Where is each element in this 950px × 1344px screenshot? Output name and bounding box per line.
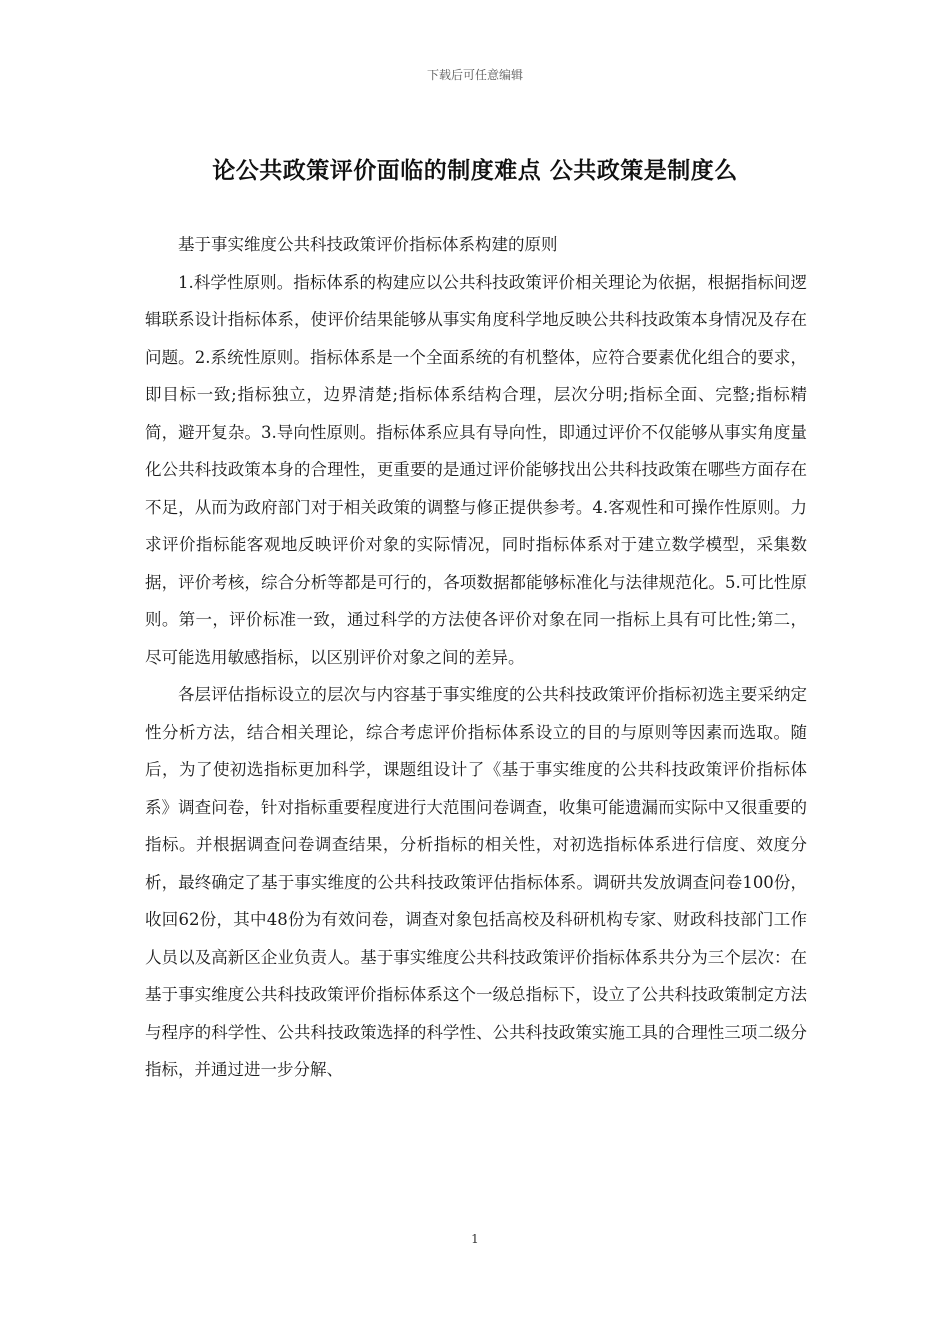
document-title: 论公共政策评价面临的制度难点 公共政策是制度么 bbox=[212, 158, 738, 184]
paragraph-principles-heading: 基于事实维度公共科技政策评价指标体系构建的原则 bbox=[178, 235, 558, 254]
page-number: 1 bbox=[471, 1232, 479, 1246]
header-note: 下载后可任意编辑 bbox=[426, 68, 523, 82]
document-body bbox=[145, 226, 807, 1089]
paragraph-indicator-levels: 各层评估指标设立的层次与内容基于事实维度的公共科技政策评价指标初选主要采纳定性分析方法，结合相关理论，综合考虑评价指标体系设立的目的与原则等因素而选取。随后，为了使初选指标更加科学，课题组设计了《基于事实维度的公共科技政策评价指标体系》调查问卷，针对指标重要程度进行大范围问卷调查，收集可能遗漏而实际中又很重要的指标。并根据调查问卷调查结果，分析指标的相关性，对初选指标体系进行信度、效度分析，最终确定了基于事实维度的公共科技政策评估指标体系。调研共发放调查问卷100份，收回62份，其中48份为有效问卷，调查对象包括高校及科研机构专家、财政科技部门工作人员以及高新区企业负责人。基于事实维度公共科技政策评价指标体系共分为三个层次：在基于事实维度公共科技政策评价指标体系这个一级总指标下，设立了公共科技政策制定方法与程序的科学性、公共科技政策选择的科学性、公共科技政策实施工具的合理性三项二级分指标，并通过进一步分解、 bbox=[145, 685, 807, 1079]
paragraph-principles: 1.科学性原则。指标体系的构建应以公共科技政策评价相关理论为依据，根据指标间逻辑联系设计指标体系，使评价结果能够从事实角度科学地反映公共科技政策本身情况及存在问题。2.系统性原则。指标体系是一个全面系统的有机整体，应符合要素优化组合的要求，即目标一致;指标独立，边界清楚;指标体系结构合理，层次分明;指标全面、完整;指标精简，避开复杂。3.导向性原则。指标体系应具有导向性，即通过评价不仅能够从事实角度量化公共科技政策本身的合理性，更重要的是通过评价能够找出公共科技政策在哪些方面存在不足，从而为政府部门对于相关政策的调整与修正提供参考。4.客观性和可操作性原则。力求评价指标能客观地反映评价对象的实际情况，同时指标体系对于建立数学模型，采集数据，评价考核，综合分析等都是可行的，各项数据都能够标准化与法律规范化。5.可比性原则。第一，评价标准一致，通过科学的方法使各评价对象在同一指标上具有可比性;第二，尽可能选用敏感指标，以区别评价对象之间的差异。 bbox=[145, 272, 807, 667]
